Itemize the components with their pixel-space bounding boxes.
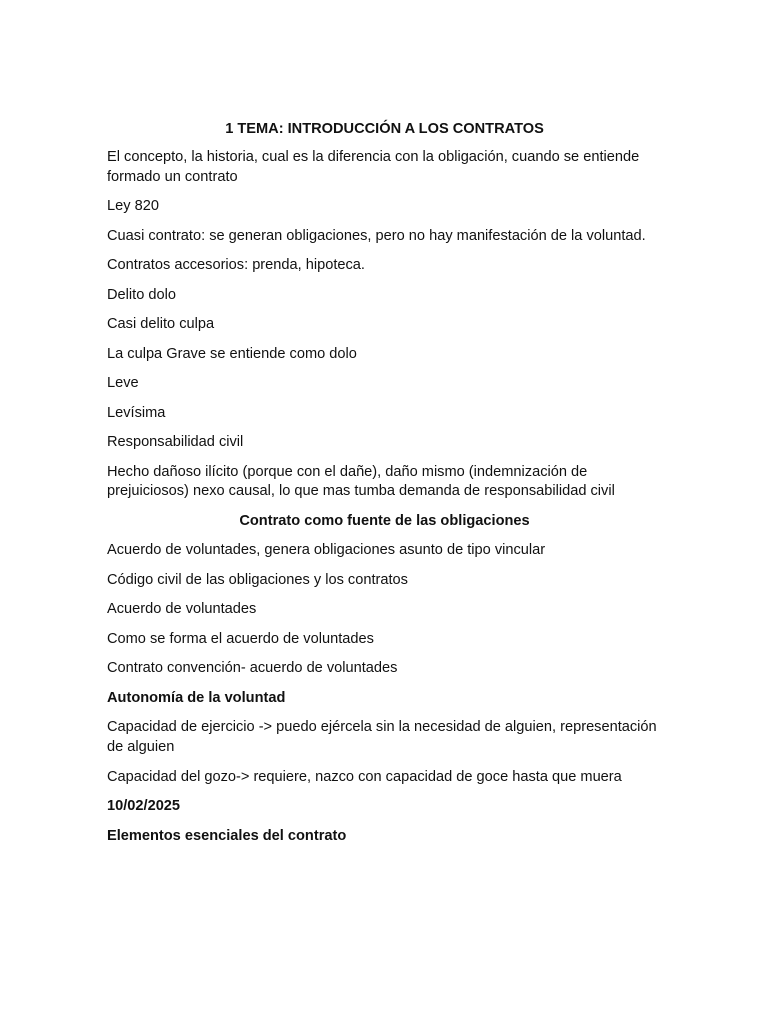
document-title: 1 TEMA: INTRODUCCIÓN A LOS CONTRATOS: [225, 121, 544, 137]
paragraph: Leve: [107, 375, 139, 392]
section-heading: Contrato como fuente de las obligaciones: [239, 512, 530, 529]
paragraph: Ley 820: [107, 198, 159, 215]
paragraph: Cuasi contrato: se generan obligaciones, pero no hay manifestación de la voluntad.: [107, 227, 646, 244]
paragraph: Casi delito culpa: [107, 316, 215, 333]
paragraph: Código civil de las obligaciones y los contratos: [107, 571, 408, 588]
paragraph: Levísima: [107, 404, 166, 421]
paragraph: Capacidad de ejercicio -> puedo ejércela sin la necesidad de alguien, representación de alguien: [107, 719, 657, 756]
paragraph: La culpa Grave se entiende como dolo: [107, 345, 357, 362]
paragraph: Acuerdo de voluntades: [107, 601, 257, 618]
paragraph: Responsabilidad civil: [107, 434, 244, 451]
paragraph: Como se forma el acuerdo de voluntades: [107, 630, 374, 647]
paragraph: El concepto, la historia, cual es la diferencia con la obligación, cuando se entiende formado un contrato: [107, 149, 640, 185]
paragraph: Hecho dañoso ilícito (porque con el dañe), daño mismo (indemnización de prejuiciosos) nexo causal, lo que mas tumba demanda de responsabilidad civil: [107, 463, 615, 500]
paragraph: Delito dolo: [107, 286, 176, 303]
paragraph: Acuerdo de voluntades, genera obligaciones asunto de tipo vincular: [107, 542, 546, 559]
paragraph: Contrato convención- acuerdo de voluntades: [107, 660, 398, 677]
subheading-elementos: Elementos esenciales del contrato: [107, 827, 347, 844]
paragraph: Contratos accesorios: prenda, hipoteca.: [107, 257, 365, 274]
subheading-autonomia: Autonomía de la voluntad: [107, 689, 286, 706]
date-heading: 10/02/2025: [107, 798, 181, 815]
paragraph: Capacidad del gozo-> requiere, nazco con capacidad de goce hasta que muera: [107, 768, 622, 785]
